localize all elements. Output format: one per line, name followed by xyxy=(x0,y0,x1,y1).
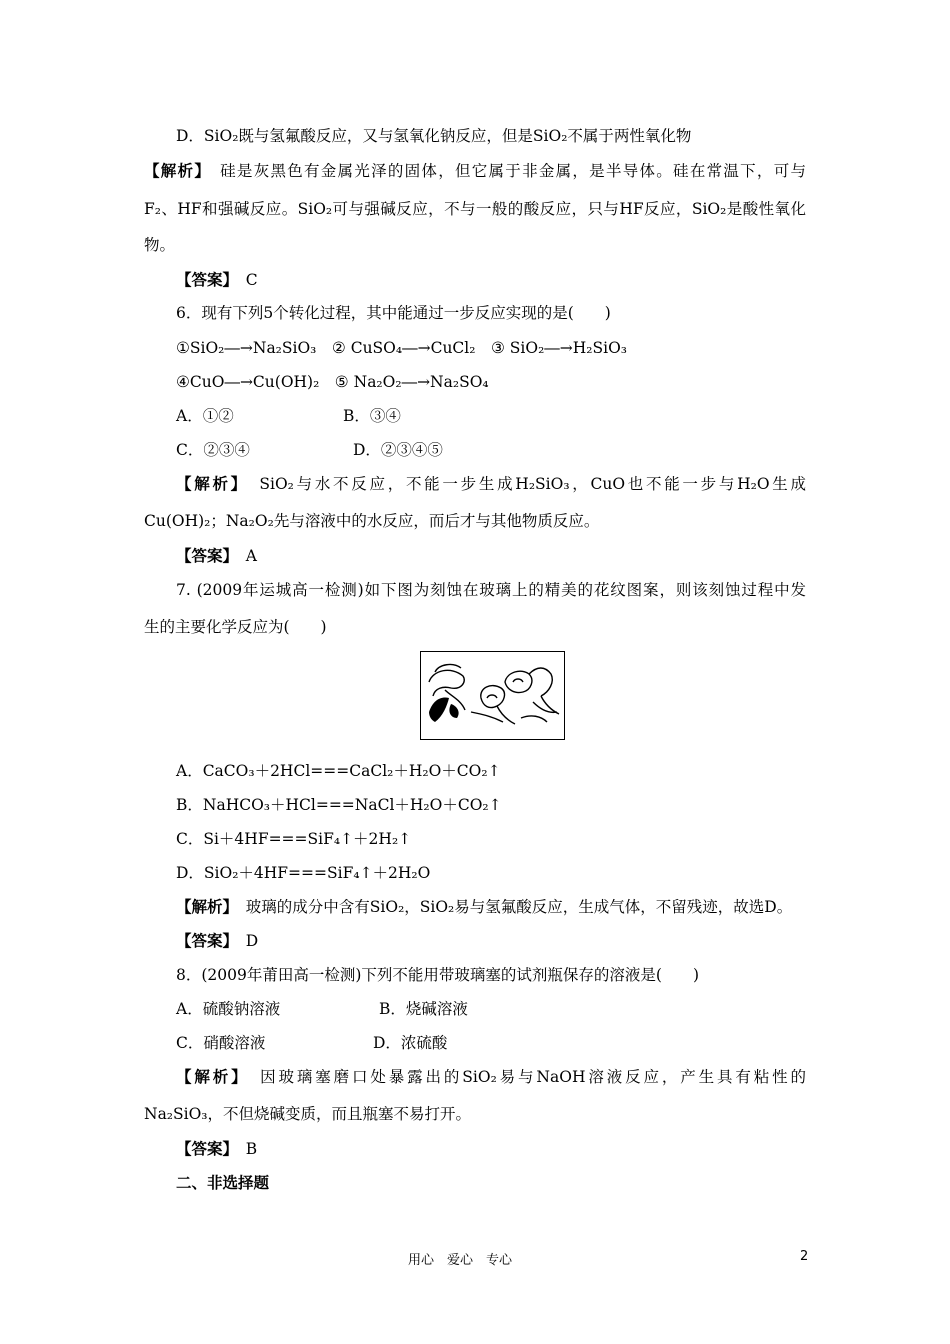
q6-stem: 6．现有下列5个转化过程，其中能通过一步反应实现的是( ) xyxy=(176,304,611,322)
analysis-text: 玻璃的成分中含有SiO₂，SiO₂易与氢氟酸反应，生成气体，不留残迹，故选D。 xyxy=(245,898,793,916)
section-title: 二、非选择题 xyxy=(176,1173,270,1192)
q5-answer xyxy=(176,270,258,290)
q8-option-d: D．浓硫酸 xyxy=(373,1034,448,1052)
answer-tag: 【答案】 xyxy=(176,1139,231,1158)
q6-answer xyxy=(176,546,257,566)
q6-option-a: A．①② xyxy=(176,407,234,425)
q8-option-c: C．硝酸溶液 xyxy=(176,1034,266,1052)
q5-option-d: D．SiO₂既与氢氟酸反应，又与氢氧化钠反应，但是SiO₂不属于两性氧化物 xyxy=(176,127,692,145)
q7-option-c: C．Si＋4HF===SiF₄↑＋2H₂↑ xyxy=(176,830,412,848)
answer-value: D xyxy=(245,932,259,950)
answer-value: C xyxy=(245,271,258,289)
answer-tag: 【答案】 xyxy=(176,931,231,950)
q8-option-b: B．烧碱溶液 xyxy=(379,1000,468,1018)
page-number: 2 xyxy=(800,1249,809,1264)
q5-analysis-line-3: 物。 xyxy=(144,236,176,254)
flower-pattern-image xyxy=(421,652,563,738)
footer-motto: 用心 爱心 专心 xyxy=(408,1253,513,1268)
q6-option-d: D．②③④⑤ xyxy=(353,441,443,459)
answer-value: A xyxy=(245,547,257,565)
q7-answer xyxy=(176,931,258,951)
analysis-tag: 【解析】 xyxy=(176,897,231,916)
q6-items-line-2: ④CuO―→Cu(OH)₂ ⑤ Na₂O₂―→Na₂SO₄ xyxy=(176,373,489,391)
analysis-text: 硅是灰黑色有金属光泽的固体，但它属于非金属，是半导体。硅在常温下，可与 xyxy=(220,162,806,180)
q6-option-c: C．②③④ xyxy=(176,441,250,459)
analysis-text: 因玻璃塞磨口处暴露出的SiO₂易与NaOH溶液反应，产生具有粘性的 xyxy=(260,1068,806,1086)
q8-answer xyxy=(176,1139,257,1159)
answer-tag: 【答案】 xyxy=(176,546,231,565)
q5-analysis-line-1 xyxy=(144,161,806,181)
q6-analysis-line-2: Cu(OH)₂；Na₂O₂先与溶液中的水反应，而后才与其他物质反应。 xyxy=(144,512,600,530)
analysis-text: SiO₂与水不反应，不能一步生成H₂SiO₃，CuO也不能一步与H₂O生成 xyxy=(259,475,806,493)
analysis-tag: 【解析】 xyxy=(176,1067,242,1086)
q8-stem: 8．(2009年莆田高一检测)下列不能用带玻璃塞的试剂瓶保存的溶液是( ) xyxy=(176,966,699,984)
q5-analysis-line-2: F₂、HF和强碱反应。SiO₂可与强碱反应，不与一般的酸反应，只与HF反应，SiO₂是酸性氧化 xyxy=(144,200,806,218)
etched-glass-flower-figure xyxy=(420,651,565,740)
q8-option-a: A．硫酸钠溶液 xyxy=(176,1000,281,1018)
analysis-tag: 【解析】 xyxy=(144,161,204,180)
answer-tag: 【答案】 xyxy=(176,270,231,289)
q7-option-a: A．CaCO₃＋2HCl===CaCl₂＋H₂O＋CO₂↑ xyxy=(176,762,501,780)
q6-option-b: B．③④ xyxy=(343,407,401,425)
q7-stem-line-2: 生的主要化学反应为( ) xyxy=(144,618,327,636)
q8-analysis-line-2: Na₂SiO₃，不但烧碱变质，而且瓶塞不易打开。 xyxy=(144,1105,472,1123)
answer-value: B xyxy=(245,1140,258,1158)
q6-items-line-1: ①SiO₂―→Na₂SiO₃ ② CuSO₄―→CuCl₂ ③ SiO₂―→H₂SiO₃ xyxy=(176,339,627,357)
q7-analysis xyxy=(176,897,792,917)
q8-analysis-line-1 xyxy=(176,1067,806,1087)
analysis-tag: 【解析】 xyxy=(176,474,242,493)
q7-option-b: B．NaHCO₃＋HCl===NaCl＋H₂O＋CO₂↑ xyxy=(176,796,502,814)
q7-stem-line-1: 7. (2009年运城高一检测)如下图为刻蚀在玻璃上的精美的花纹图案，则该刻蚀过程中发 xyxy=(176,581,806,599)
q6-analysis-line-1 xyxy=(176,474,806,494)
q7-option-d: D．SiO₂＋4HF===SiF₄↑＋2H₂O xyxy=(176,864,431,882)
